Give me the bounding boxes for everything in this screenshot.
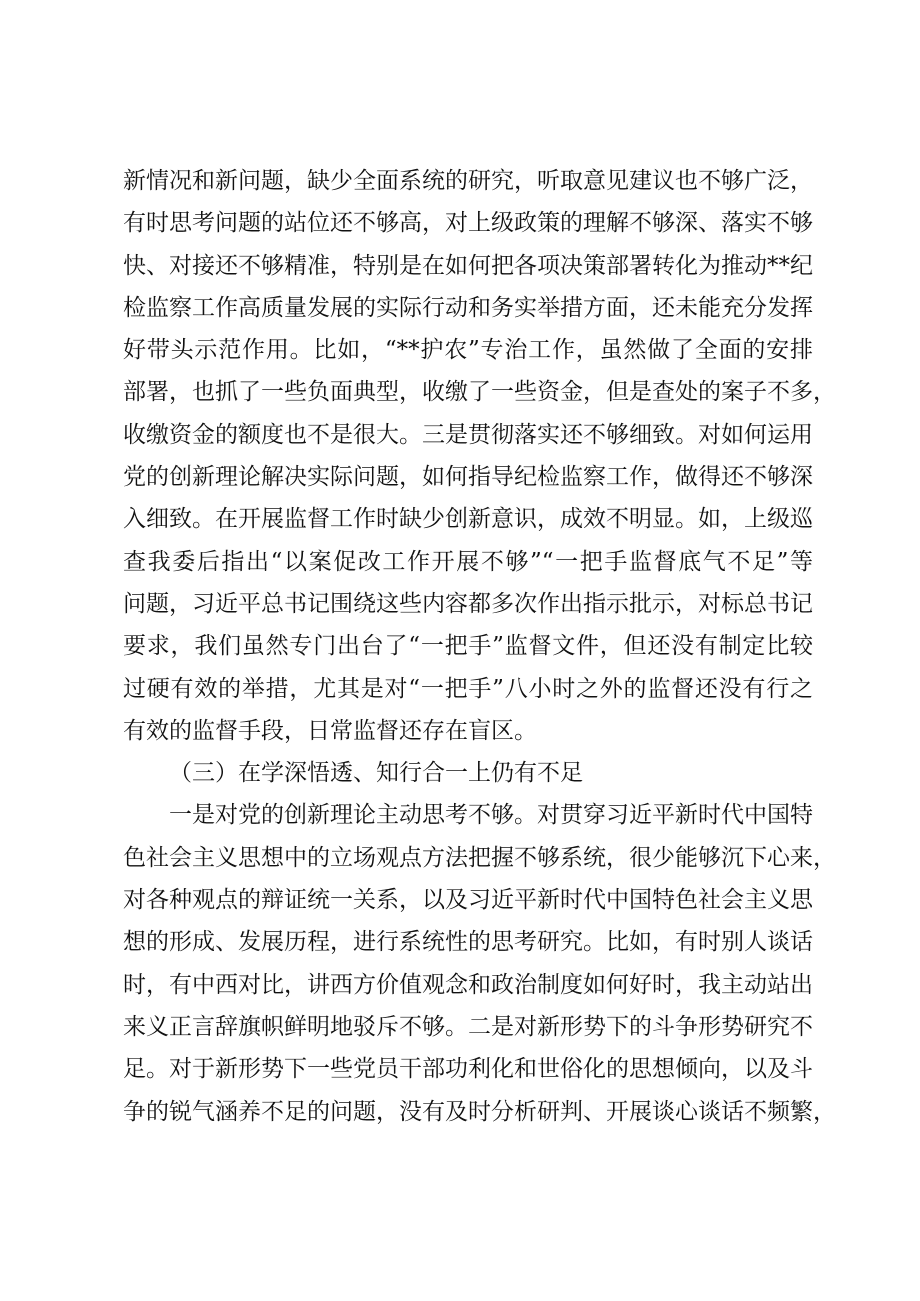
- text-line: 党的创新理论解决实际问题，如何指导纪检监察工作，做得还不够深: [123, 464, 813, 491]
- text-line: 好带头示范作用。比如，“**护农”专治工作，虽然做了全面的安排: [123, 337, 813, 364]
- text-line: 想的形成、发展历程，进行系统性的思考研究。比如，有时别人谈话: [123, 929, 813, 956]
- paragraph-1: [123, 160, 836, 752]
- text-line: 有效的监督手段，日常监督还存在盲区。: [123, 717, 537, 744]
- text-line: 收缴资金的额度也不是很大。三是贯彻落实还不够细致。对如何运用: [123, 421, 813, 448]
- section-heading: （三）在学深悟透、知行合一上仍有不足: [169, 760, 583, 787]
- text-line: 入细致。在开展监督工作时缺少创新意识，成效不明显。如，上级巡: [123, 506, 813, 533]
- text-line: 快、对接还不够精准，特别是在如何把各项决策部署转化为推动**纪: [123, 252, 813, 279]
- text-line: 时，有中西对比，讲西方价值观念和政治制度如何好时，我主动站出: [123, 971, 813, 998]
- text-line: 色社会主义思想中的立场观点方法把握不够系统，很少能够沉下心来，: [123, 844, 836, 871]
- text-line: 要求，我们虽然专门出台了“一把手”监督文件，但还没有制定比较: [123, 633, 813, 660]
- text-line: 一是对党的创新理论主动思考不够。对贯穿习近平新时代中国特: [169, 802, 813, 829]
- document-body: [123, 160, 836, 1133]
- text-line: 检监察工作高质量发展的实际行动和务实举措方面，还未能充分发挥: [123, 294, 813, 321]
- text-line: 过硬有效的举措，尤其是对“一把手”八小时之外的监督还没有行之: [123, 675, 813, 702]
- text-line: 来义正言辞旗帜鲜明地驳斥不够。二是对新形势下的斗争形势研究不: [123, 1013, 813, 1040]
- text-line: 足。对于新形势下一些党员干部功利化和世俗化的思想倾向，以及斗: [123, 1056, 813, 1083]
- text-line: 查我委后指出“以案促改工作开展不够”“一把手监督底气不足”等: [123, 548, 813, 575]
- text-line: 对各种观点的辩证统一关系，以及习近平新时代中国特色社会主义思: [123, 887, 813, 914]
- text-line: 争的锐气涵养不足的问题，没有及时分析研判、开展谈心谈话不频繁，: [123, 1098, 836, 1125]
- paragraph-2: [123, 794, 836, 1132]
- text-line: 问题，习近平总书记围绕这些内容都多次作出指示批示，对标总书记: [123, 590, 813, 617]
- text-line: 新情况和新问题，缺少全面系统的研究，听取意见建议也不够广泛，: [123, 168, 813, 194]
- text-line: 有时思考问题的站位还不够高，对上级政策的理解不够深、落实不够: [123, 210, 813, 237]
- text-line: 部署，也抓了一些负面典型，收缴了一些资金，但是查处的案子不多，: [123, 379, 836, 406]
